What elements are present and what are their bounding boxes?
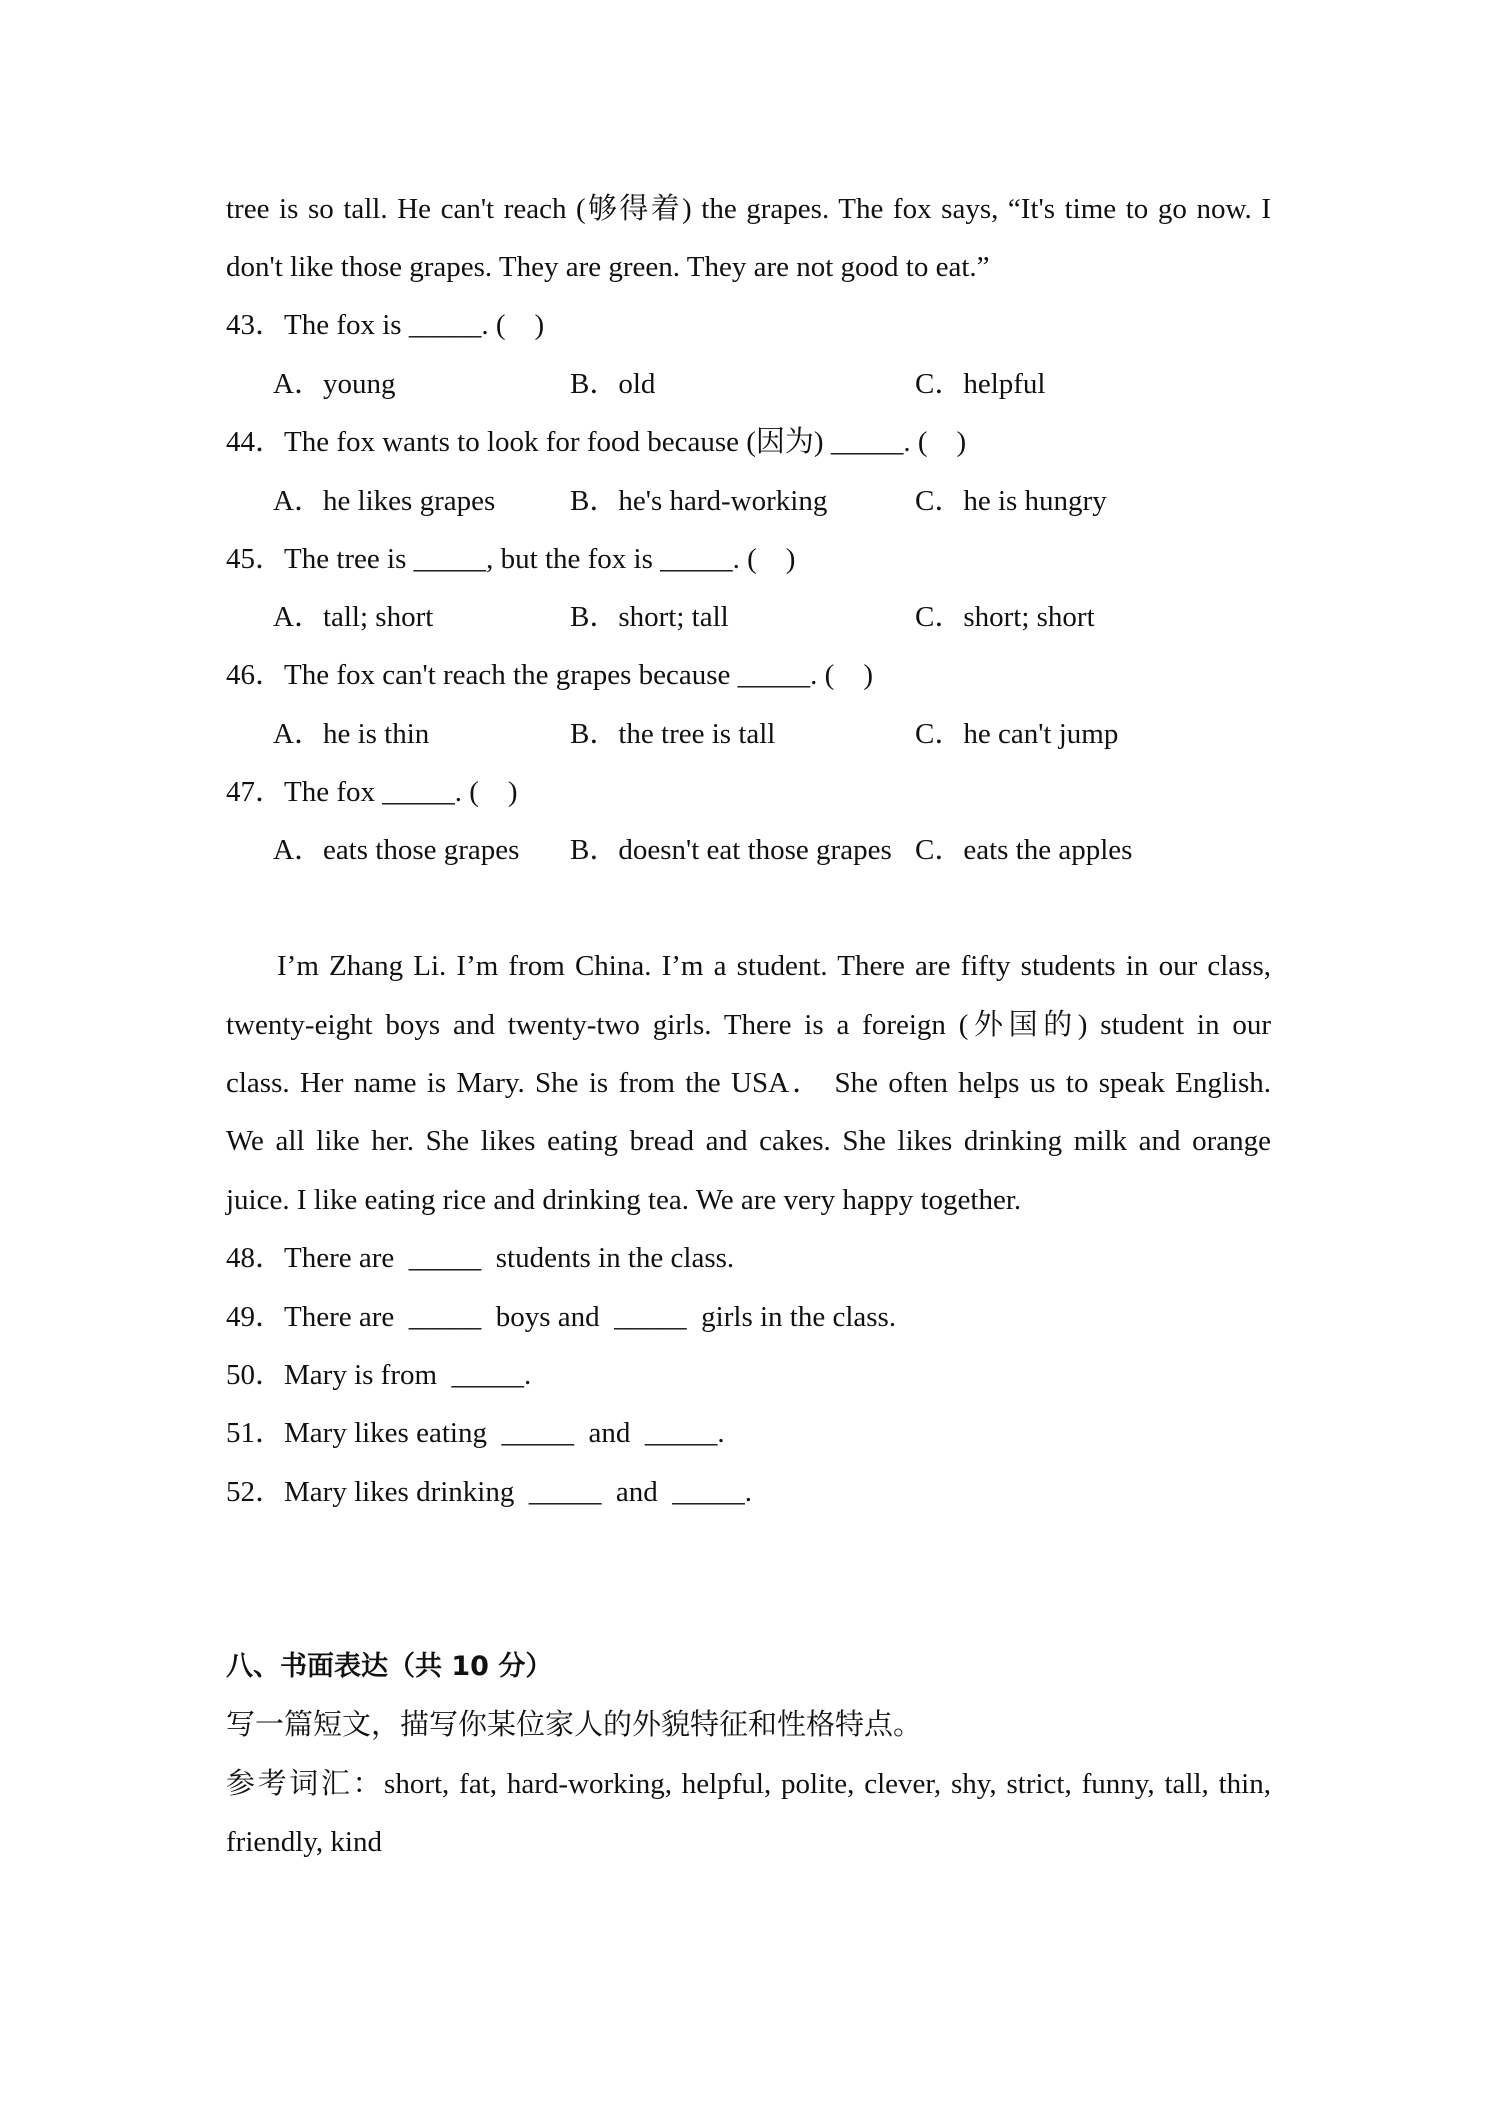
passage2-line-3: class. Her name is Mary. She is from the USA． She often helps us to speak English. <box>226 1067 1271 1099</box>
question-43-option-c: C．helpful <box>915 368 1046 400</box>
question-44: 44．The fox wants to look for food because (因为) _____. ( ) <box>226 426 967 458</box>
section-8-vocab-line-1: 参考词汇：short, fat, hard-working, helpful, polite, clever, shy, strict, funny, tall, thin, <box>226 1768 1271 1800</box>
question-52: 52．Mary likes drinking _____ and _____. <box>226 1476 752 1508</box>
passage2-line-2: twenty-eight boys and twenty-two girls. There is a foreign (外国的) student in our <box>226 1009 1271 1041</box>
question-44-option-b: B．he's hard-working <box>570 485 828 517</box>
passage2-line-5: juice. I like eating rice and drinking tea. We are very happy together. <box>226 1184 1022 1216</box>
question-45-option-c: C．short; short <box>915 601 1095 633</box>
question-44-option-a: A．he likes grapes <box>273 485 496 517</box>
section-8-vocab-line-2: friendly, kind <box>226 1826 382 1858</box>
question-43: 43．The fox is _____. ( ) <box>226 309 545 341</box>
section-8-instruction: 写一篇短文，描写你某位家人的外貌特征和性格特点。 <box>226 1709 923 1741</box>
question-43-option-b: B．old <box>570 368 656 400</box>
passage2-line-4: We all like her. She likes eating bread and cakes. She likes drinking milk and orange <box>226 1125 1271 1157</box>
question-45-option-a: A．tall; short <box>273 601 434 633</box>
question-45: 45．The tree is _____, but the fox is _____. ( ) <box>226 543 796 575</box>
question-47: 47．The fox _____. ( ) <box>226 776 518 808</box>
question-48: 48．There are _____ students in the class. <box>226 1242 735 1274</box>
passage2-line-1: I’m Zhang Li. I’m from China. I’m a student. There are fifty students in our class, <box>277 950 1271 982</box>
question-47-option-c: C．eats the apples <box>915 834 1133 866</box>
question-46-option-a: A．he is thin <box>273 718 430 750</box>
question-49: 49．There are _____ boys and _____ girls in the class. <box>226 1301 897 1333</box>
section-8-title: 八、书面表达（共 10 分） <box>226 1651 553 1682</box>
question-50: 50．Mary is from _____. <box>226 1359 532 1391</box>
question-46: 46．The fox can't reach the grapes because _____. ( ) <box>226 659 873 691</box>
question-46-option-b: B．the tree is tall <box>570 718 776 750</box>
question-47-option-b: B．doesn't eat those grapes <box>570 834 892 866</box>
question-43-option-a: A．young <box>273 368 396 400</box>
question-51: 51．Mary likes eating _____ and _____. <box>226 1417 725 1449</box>
question-45-option-b: B．short; tall <box>570 601 729 633</box>
question-47-option-a: A．eats those grapes <box>273 834 520 866</box>
passage1-line-1: tree is so tall. He can't reach (够得着) the grapes. The fox says, “It's time to go now. I <box>226 193 1271 225</box>
passage1-line-2: don't like those grapes. They are green. They are not good to eat.” <box>226 251 990 283</box>
question-44-option-c: C．he is hungry <box>915 485 1107 517</box>
question-46-option-c: C．he can't jump <box>915 718 1119 750</box>
